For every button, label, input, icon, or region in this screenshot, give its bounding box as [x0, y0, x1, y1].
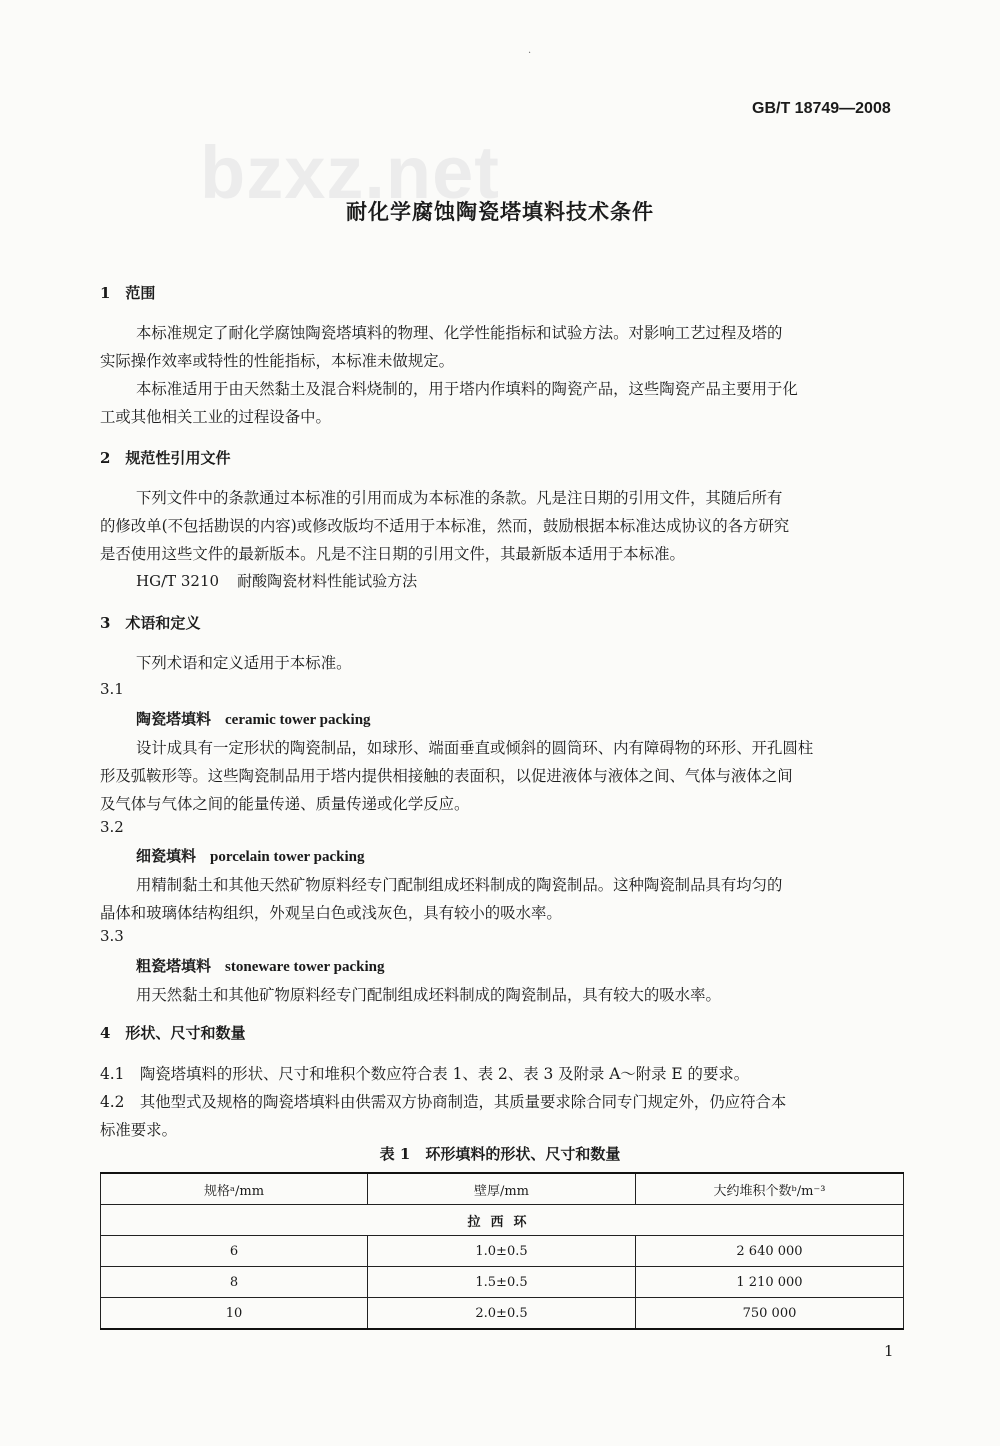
cell-spec: 6 — [101, 1236, 368, 1267]
s1-p1-line2: 实际操作效率或特性的性能指标，本标准未做规定。 — [100, 352, 454, 370]
s2-p1-line3: 是否使用这些文件的最新版本。凡是不注日期的引用文件，其最新版本适用于本标准。 — [100, 545, 685, 563]
cell-count: 750 000 — [636, 1298, 904, 1330]
s2-p1-line1: 下列文件中的条款通过本标准的引用而成为本标准的条款。凡是注日期的引用文件，其随后所有 — [136, 489, 783, 507]
term-3-1-def-line3: 及气体与气体之间的能量传递、质量传递或化学反应。 — [100, 795, 470, 813]
term-3-1-cn: 陶瓷塔填料 — [136, 710, 212, 728]
term-3-3-en: stoneware tower packing — [225, 959, 385, 975]
term-3-2-def-line1: 用精制黏土和其他天然矿物原料经专门配制组成坯料制成的陶瓷制品。这种陶瓷制品具有均匀的 — [136, 876, 783, 894]
section-4-heading: 4 形状、尺寸和数量 — [100, 1024, 246, 1042]
doc-number: GB/T 18749—2008 — [752, 100, 891, 117]
term-3-1-en: ceramic tower packing — [225, 712, 371, 728]
term-3-3-cn: 粗瓷塔填料 — [136, 957, 212, 975]
cell-spec: 10 — [101, 1298, 368, 1330]
term-3-1 — [136, 708, 371, 729]
normative-reference — [136, 570, 417, 591]
col-header-spec: 规格ᵃ/mm — [101, 1173, 368, 1205]
s2-p1-line2: 的修改单(不包括勘误的内容)或修改版均不适用于本标准，然而，鼓励根据本标准达成协议的各方研究 — [100, 517, 790, 535]
section-3-heading: 3 术语和定义 — [100, 614, 201, 632]
col-header-wall-thickness: 壁厚/mm — [368, 1173, 636, 1205]
term-3-2-number: 3.2 — [100, 818, 124, 836]
cell-spec: 8 — [101, 1267, 368, 1298]
reference-code: HG/T 3210 — [136, 572, 220, 590]
cell-wall: 1.0±0.5 — [368, 1236, 636, 1267]
term-3-1-def-line1: 设计成具有一定形状的陶瓷制品，如球形、端面垂直或倾斜的圆筒环、内有障碍物的环形、开孔圆柱 — [136, 739, 814, 757]
section-2-heading: 2 规范性引用文件 — [100, 449, 231, 467]
cell-wall: 1.5±0.5 — [368, 1267, 636, 1298]
group-raschig-ring: 拉西环 — [101, 1205, 904, 1236]
s1-p2-line2: 工或其他相关工业的过程设备中。 — [100, 408, 331, 426]
term-3-3-def-line1: 用天然黏土和其他矿物原料经专门配制组成坯料制成的陶瓷制品，具有较大的吸水率。 — [136, 986, 721, 1004]
page-number: 1 — [884, 1342, 894, 1360]
table-row — [101, 1236, 904, 1267]
clause-4-1: 4.1 陶瓷塔填料的形状、尺寸和堆积个数应符合表 1、表 2、表 3 及附录 A～附录 E 的要求。 — [100, 1065, 750, 1083]
term-3-2 — [136, 845, 364, 866]
reference-title: 耐酸陶瓷材料性能试验方法 — [237, 572, 418, 590]
clause-4-2-line1: 4.2 其他型式及规格的陶瓷塔填料由供需双方协商制造，其质量要求除合同专门规定外，仍应符合本 — [100, 1093, 787, 1111]
col-header-packing-count: 大约堆积个数ᵇ/m⁻³ — [636, 1173, 904, 1205]
cell-count: 2 640 000 — [636, 1236, 904, 1267]
term-3-2-def-line2: 晶体和玻璃体结构组织，外观呈白色或浅灰色，具有较小的吸水率。 — [100, 904, 562, 922]
scan-speck: · — [528, 48, 532, 59]
doc-title: 耐化学腐蚀陶瓷塔填料技术条件 — [346, 199, 654, 224]
table-group-row — [101, 1205, 904, 1236]
clause-4-2-line2: 标准要求。 — [100, 1121, 177, 1139]
table-row — [101, 1298, 904, 1330]
term-3-3-number: 3.3 — [100, 927, 124, 945]
term-3-2-cn: 细瓷填料 — [136, 847, 197, 865]
table-header-row — [101, 1173, 904, 1205]
watermark: bzxz.net — [200, 131, 500, 214]
table-1-caption: 表 1 环形填料的形状、尺寸和数量 — [379, 1145, 621, 1163]
cell-count: 1 210 000 — [636, 1267, 904, 1298]
s3-intro: 下列术语和定义适用于本标准。 — [136, 654, 352, 672]
s1-p1-line1: 本标准规定了耐化学腐蚀陶瓷塔填料的物理、化学性能指标和试验方法。对影响工艺过程及塔的 — [136, 324, 783, 342]
table-row — [101, 1267, 904, 1298]
table-1 — [100, 1172, 904, 1330]
cell-wall: 2.0±0.5 — [368, 1298, 636, 1330]
section-1-heading: 1 范围 — [100, 284, 156, 302]
term-3-3 — [136, 955, 384, 976]
term-3-1-def-line2: 形及弧鞍形等。这些陶瓷制品用于塔内提供相接触的表面积，以促进液体与液体之间、气体与液体之间 — [100, 767, 793, 785]
term-3-1-number: 3.1 — [100, 680, 124, 698]
term-3-2-en: porcelain tower packing — [210, 849, 365, 865]
s1-p2-line1: 本标准适用于由天然黏土及混合料烧制的，用于塔内作填料的陶瓷产品，这些陶瓷产品主要用于化 — [136, 380, 798, 398]
